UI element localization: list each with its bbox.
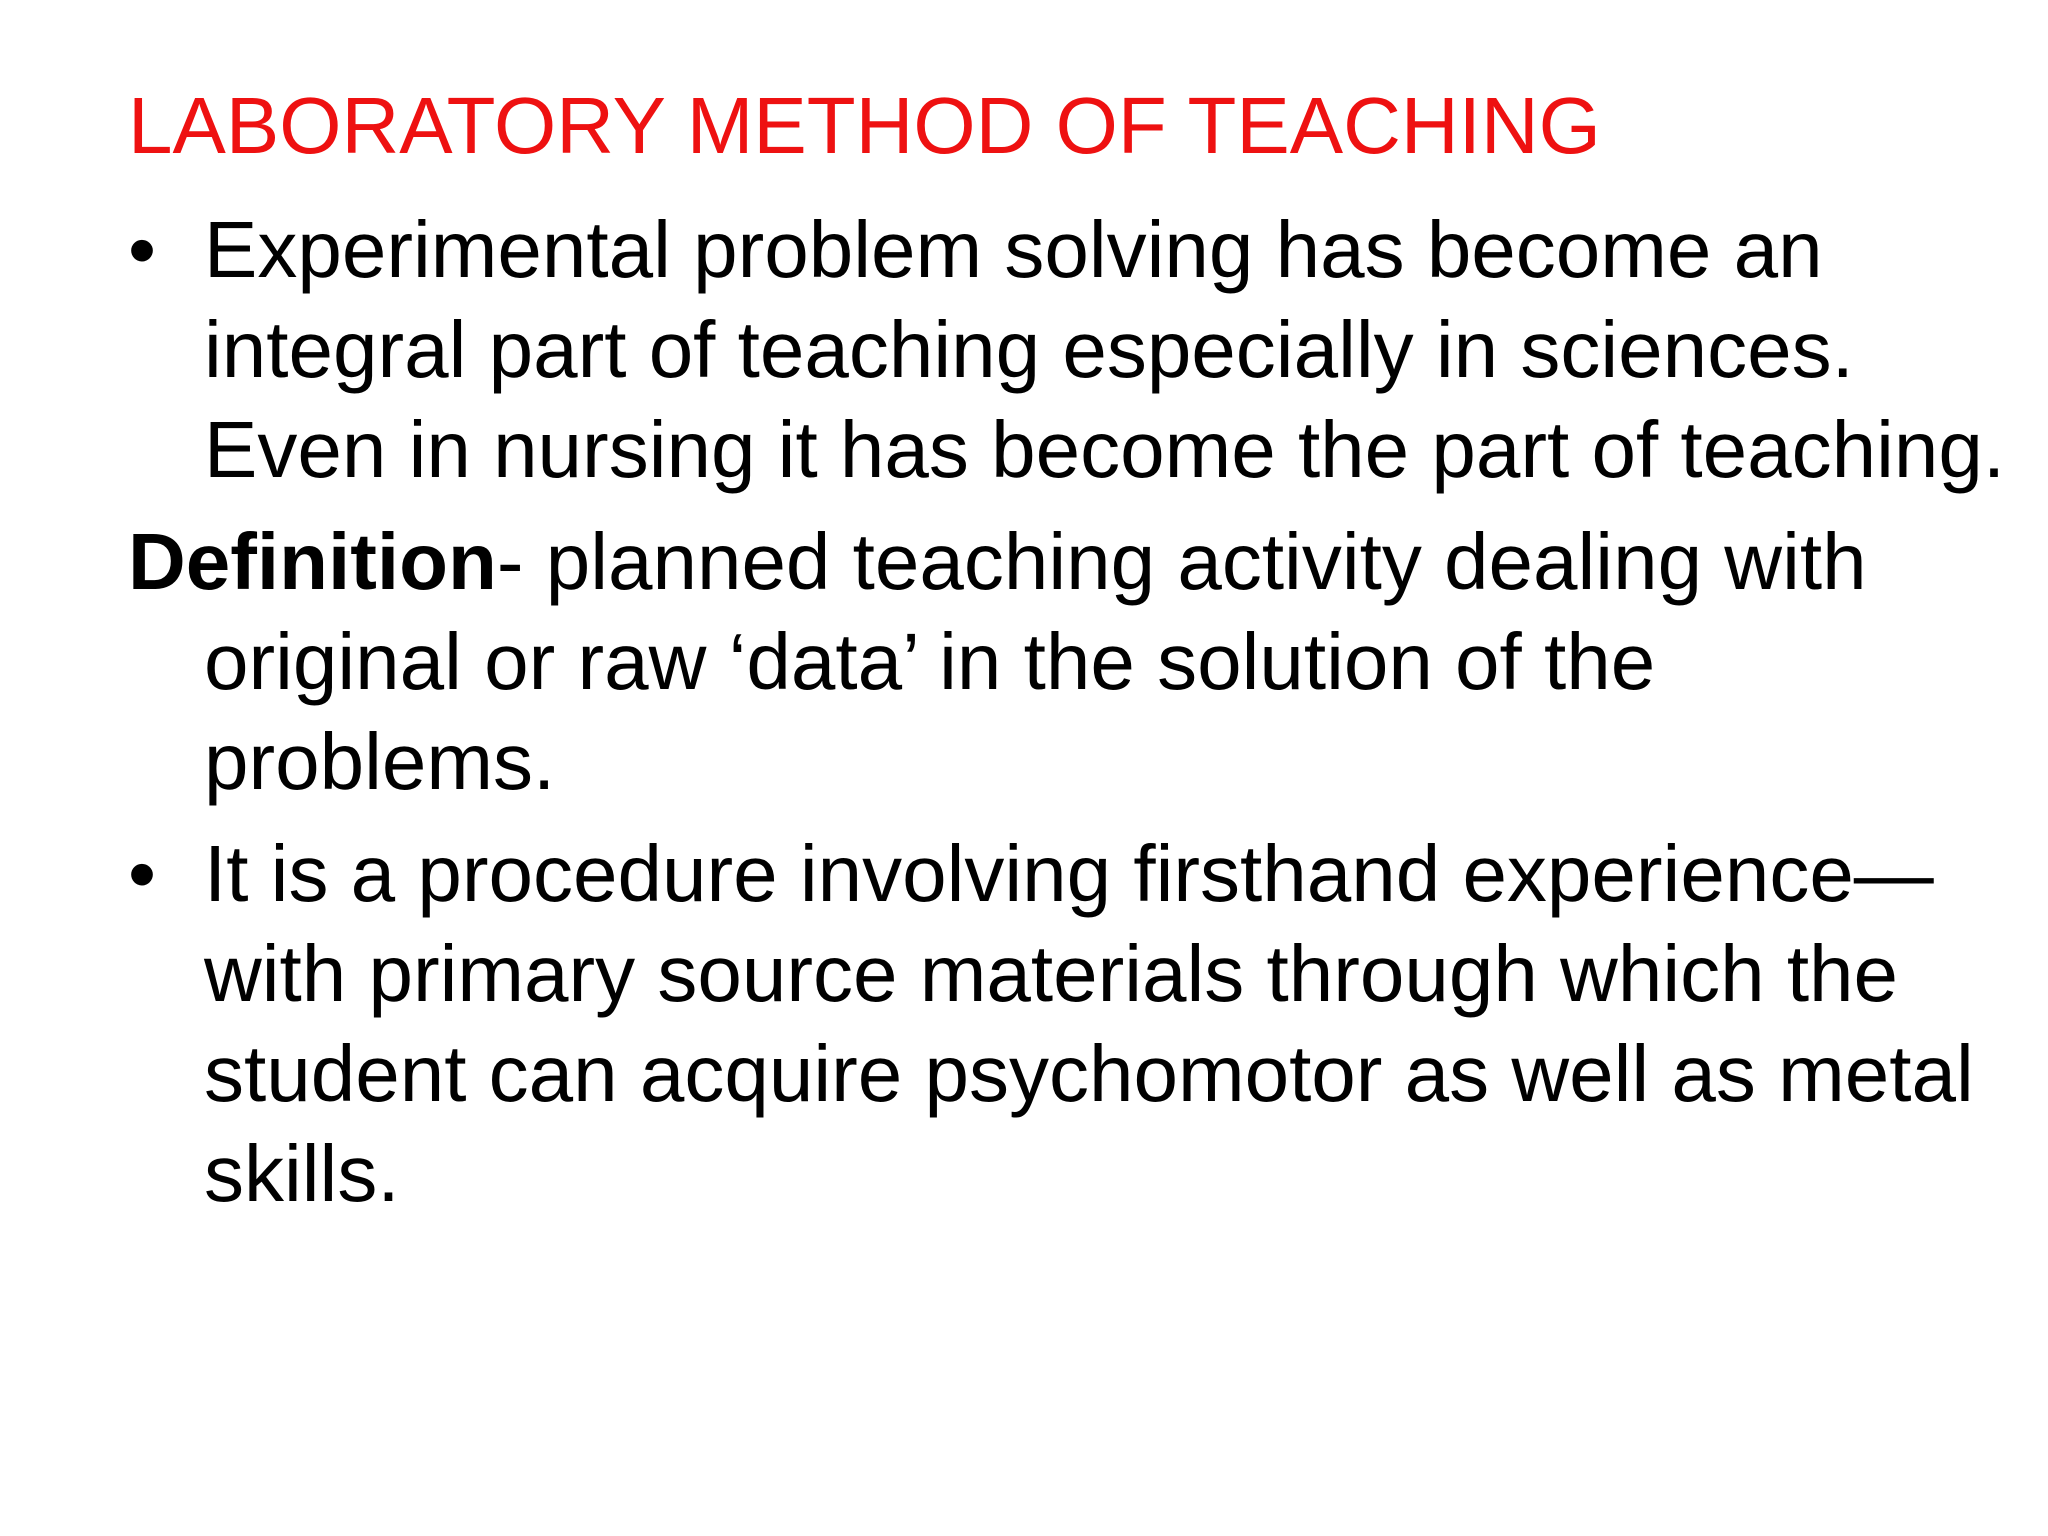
bullet-point-2 [128, 824, 2008, 1224]
bullet-text-1: Experimental problem solving has become an integral part of teaching especially in sciences. Even in nursing it has become the part of teaching. [204, 205, 2006, 494]
definition-paragraph [128, 512, 2008, 812]
definition-term: Definition [128, 517, 497, 606]
slide-content [128, 200, 2008, 1236]
definition-text: - planned teaching activity dealing with original or raw ‘data’ in the solution of the problems. [204, 517, 1867, 806]
bullet-icon: • [128, 205, 157, 294]
bullet-point-1 [128, 200, 2008, 500]
slide-title: LABORATORY METHOD OF TEACHING [128, 81, 1601, 170]
bullet-icon: • [128, 829, 157, 918]
bullet-text-2: It is a procedure involving firsthand experience—with primary source materials through which the student can acquire psychomotor as well as metal skills. [204, 829, 1974, 1218]
